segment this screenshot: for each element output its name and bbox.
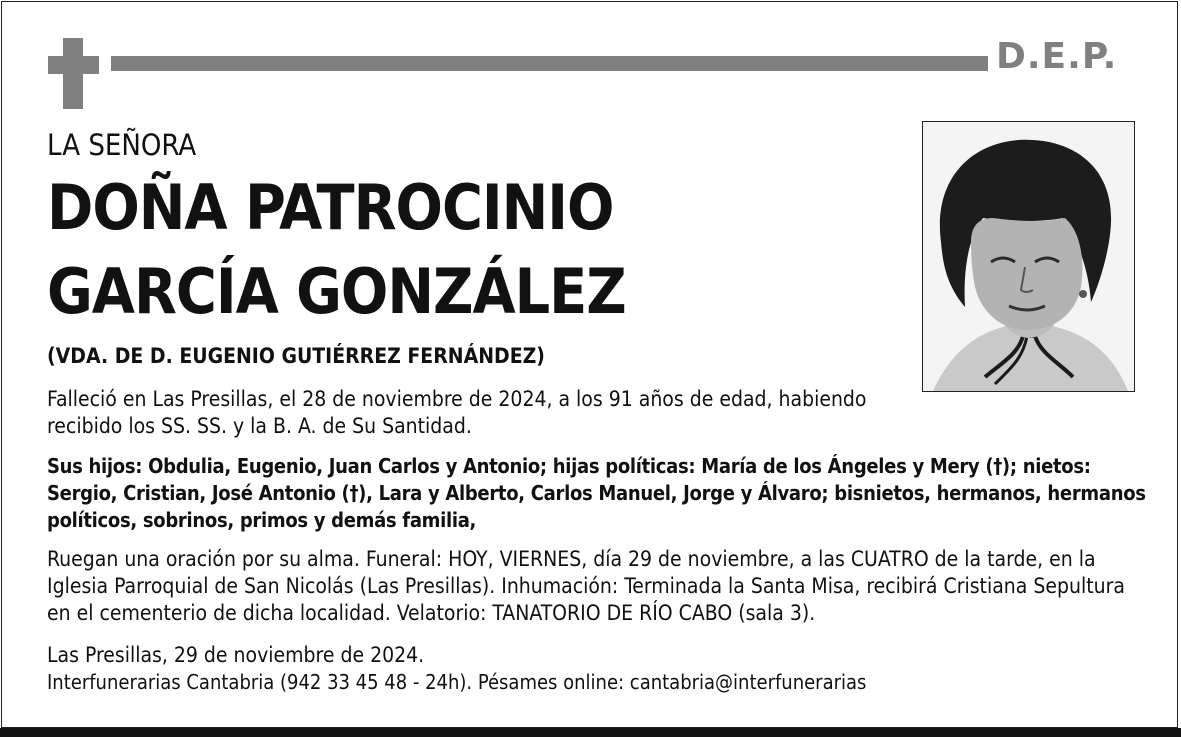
- death-notice: Falleció en Las Presillas, el 28 de noviembre de 2024, a los 91 años de edad, habiendo recibido los SS. SS. y la B. A. de Su Santidad.: [47, 387, 867, 438]
- portrait-photo: [922, 121, 1135, 392]
- header-rule: [111, 56, 988, 71]
- funeral-home-footer: Interfunerarias Cantabria (942 33 45 48 - 24h). Pésames online: cantabria@interfunerarias: [47, 670, 867, 694]
- cross-icon-bar: [48, 56, 99, 74]
- deceased-name-line2: GARCÍA GONZÁLEZ: [47, 255, 626, 328]
- bottom-band: [0, 728, 1181, 737]
- honorific: LA SEÑORA: [47, 128, 197, 162]
- family-list: Sus hijos: Obdulia, Eugenio, Juan Carlos y Antonio; hijas políticas: María de los Ángeles y Mery (†); nietos: Sergio, Cristian, José Antonio (†), Lara y Alberto, Carlos Manuel, Jorge y Álvaro; bisnietos, hermanos, hermanos políticos, sobrinos, primos y demás familia,: [47, 454, 1146, 532]
- deceased-name-line1: DOÑA PATROCINIO: [47, 171, 614, 244]
- dep-heading: D.E.P.: [996, 36, 1118, 77]
- place-date: Las Presillas, 29 de noviembre de 2024.: [47, 643, 425, 667]
- funeral-details: Ruegan una oración por su alma. Funeral: HOY, VIERNES, día 29 de noviembre, a las CUATRO de la tarde, en la Iglesia Parroquial de San Nicolás (Las Presillas). Inhumación: Terminada la Santa Misa, recibirá Cristiana Sepultura en el cementerio de dicha localidad. Velatorio: TANATORIO DE RÍO CABO (sala 3).: [47, 547, 1125, 625]
- widow-of: (VDA. DE D. EUGENIO GUTIÉRREZ FERNÁNDEZ): [47, 344, 545, 368]
